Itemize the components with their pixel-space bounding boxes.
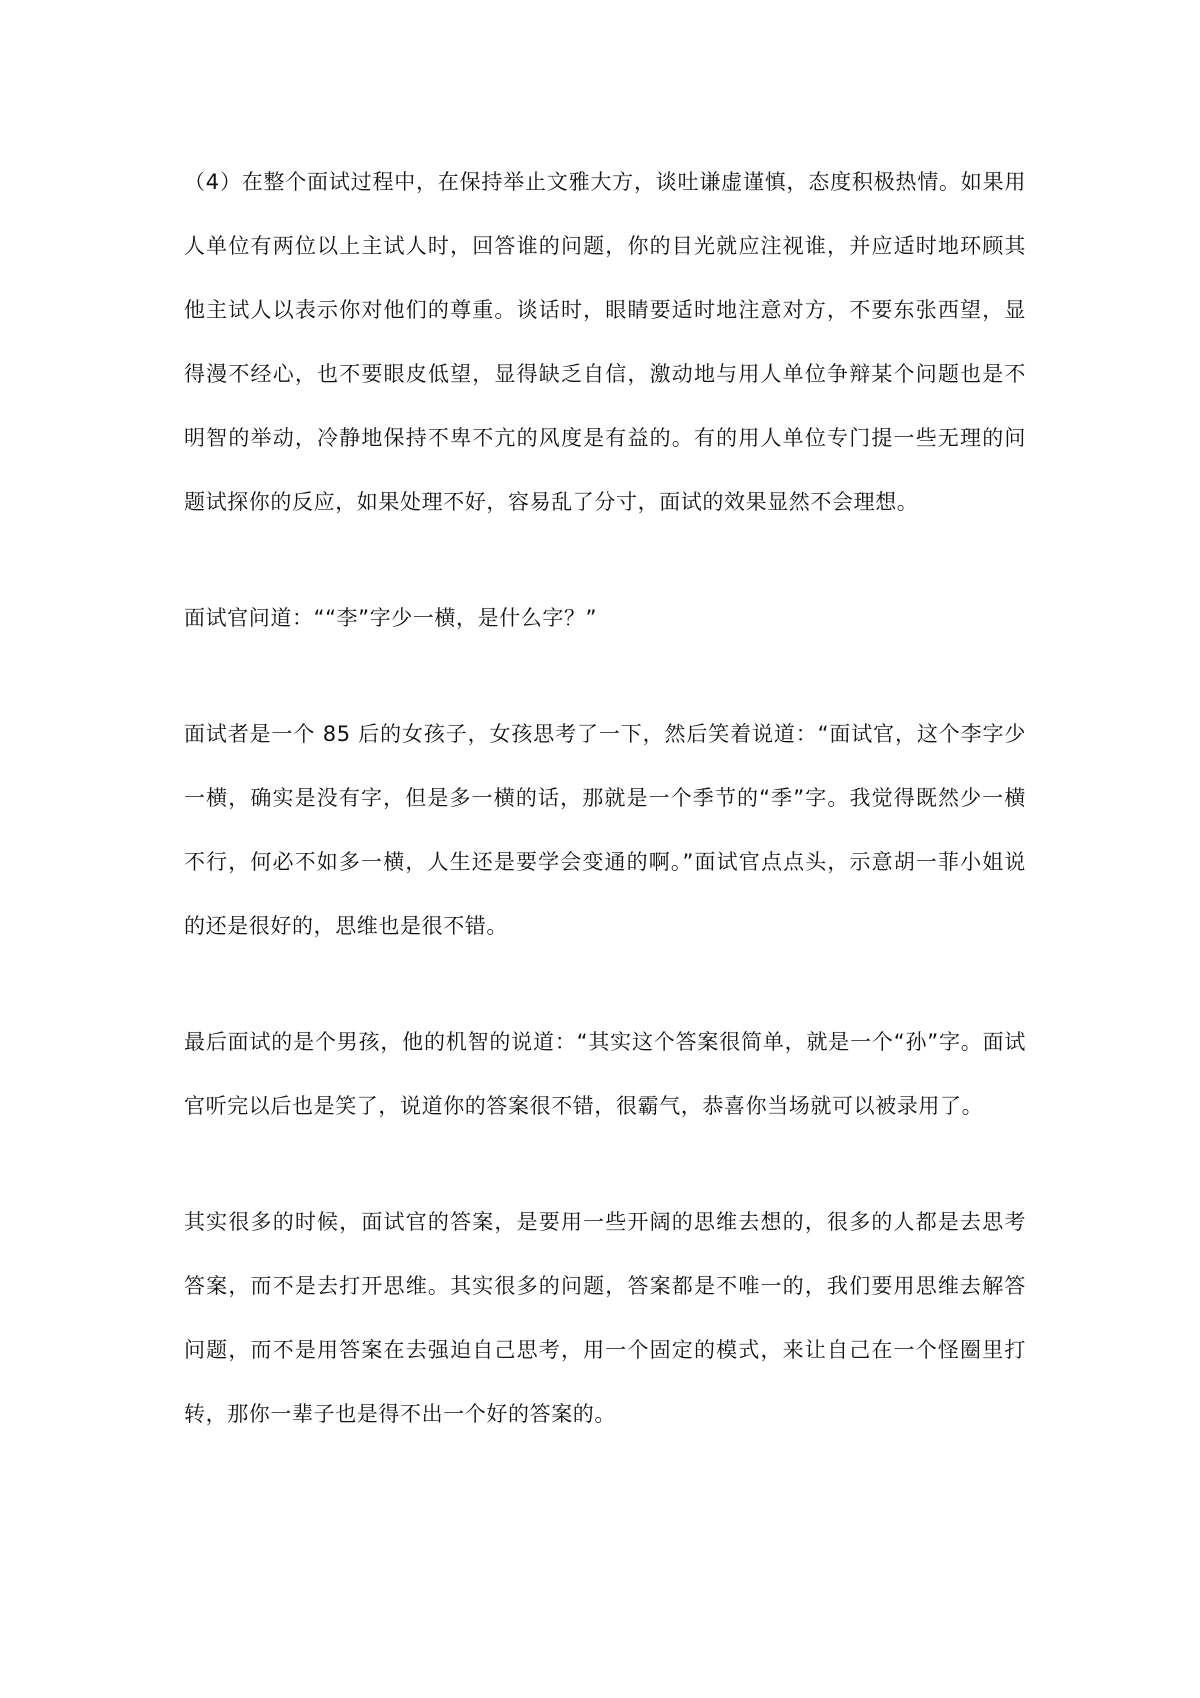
paragraph-gap [184, 650, 1026, 702]
paragraph-interview-etiquette: （4）在整个面试过程中，在保持举止文雅大方，谈吐谦虚谨慎，态度积极热情。如果用人单位有两位以上主试人时，回答谁的问题，你的目光就应注视谁，并应适时地环顾其他主试人以表示你对他们的尊重。谈话时，眼睛要适时地注意对方，不要东张西望，显得漫不经心，也不要眼皮低望，显得缺乏自信，激动地与用人单位争辩某个问题也是不明智的举动，冷静地保持不卑不亢的风度是有益的。有的用人单位专门提一些无理的问题试探你的反应，如果处理不好，容易乱了分寸，面试的效果显然不会理想。 [184, 170, 1026, 514]
paragraph-conclusion: 其实很多的时候，面试官的答案，是要用一些开阔的思维去想的，很多的人都是去思考答案，而不是去打开思维。其实很多的问题，答案都是不唯一的，我们要用思维去解答问题，而不是用答案在去强迫自己思考，用一个固定的模式，来让自己在一个怪圈里打转，那你一辈子也是得不出一个好的答案的。 [184, 1210, 1026, 1426]
document-body [184, 150, 1026, 1446]
paragraph-gap [184, 1138, 1026, 1190]
paragraph-gap [184, 958, 1026, 1010]
paragraph-gap [184, 534, 1026, 586]
paragraph-interviewer-question: 面试官问道：““李”字少一横，是什么字？” [184, 606, 598, 630]
paragraph-boy-answer: 最后面试的是个男孩，他的机智的说道：“其实这个答案很简单，就是一个“孙”字。面试官听完以后也是笑了，说道你的答案很不错，很霸气，恭喜你当场就可以被录用了。 [184, 1030, 1026, 1118]
paragraph-girl-answer: 面试者是一个 85 后的女孩子，女孩思考了一下，然后笑着说道：“面试官，这个李字少一横，确实是没有字，但是多一横的话，那就是一个季节的“季”字。我觉得既然少一横不行，何必不如多一横，人生还是要学会变通的啊。”面试官点点头，示意胡一菲小姐说的还是很好的，思维也是很不错。 [184, 722, 1026, 938]
